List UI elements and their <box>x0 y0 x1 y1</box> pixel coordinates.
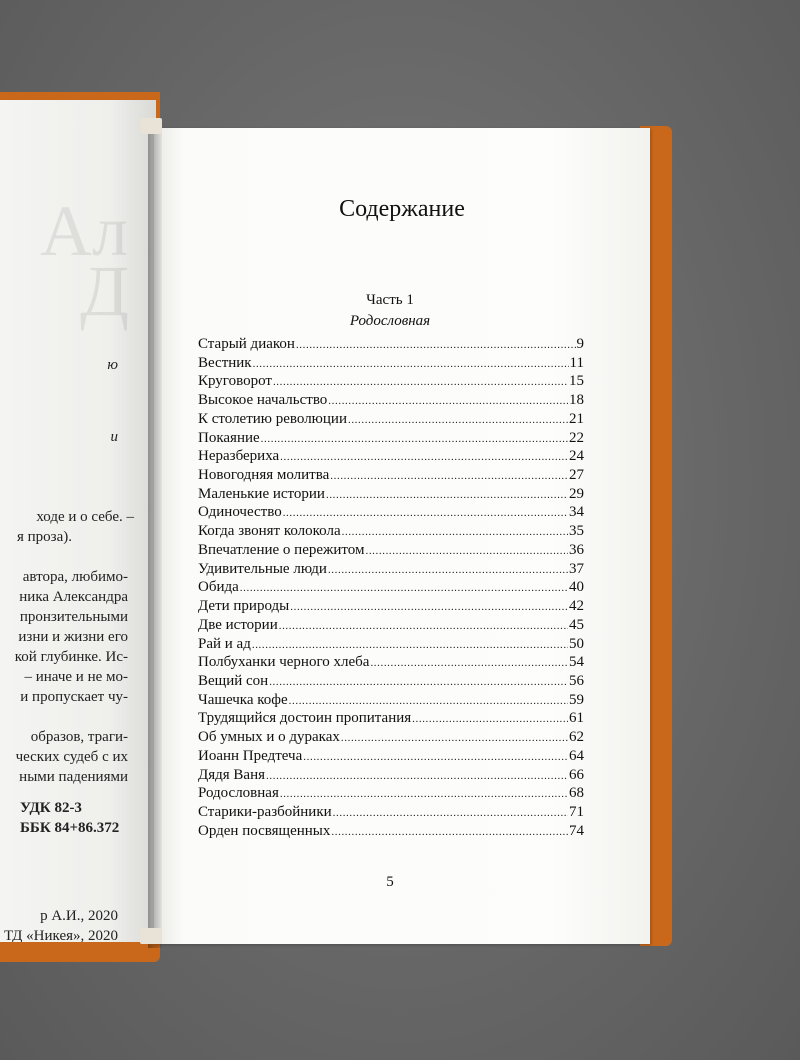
toc-dot-leader <box>370 657 568 669</box>
toc-dot-leader <box>348 414 568 426</box>
toc-entry-page: 68 <box>569 785 584 802</box>
left-page-line: ника Александра <box>19 589 128 605</box>
copyright-line: р А.И., 2020 <box>40 908 118 924</box>
toc-dot-leader <box>283 507 568 519</box>
toc-entry <box>198 430 584 449</box>
toc-entry-page: 9 <box>576 336 584 352</box>
toc-entry-page: 64 <box>569 747 584 764</box>
left-page <box>0 100 156 942</box>
toc-entry <box>198 448 584 467</box>
toc-entry <box>198 598 584 617</box>
toc-dot-leader <box>253 358 569 370</box>
toc-entry-page: 22 <box>569 429 584 446</box>
toc-dot-leader <box>266 770 568 782</box>
book-spine-shadow <box>148 118 162 948</box>
toc-entry-page: 15 <box>569 373 584 390</box>
toc-entry-title: Высокое начальство <box>198 392 328 409</box>
left-page-line: изни и жизни его <box>18 629 128 645</box>
toc-entry-title: Покаяние <box>198 429 260 446</box>
toc-entry <box>198 579 584 598</box>
toc-entry-page: 74 <box>569 822 584 839</box>
toc-entry-title: Дядя Ваня <box>198 766 266 783</box>
toc-dot-leader <box>341 732 568 744</box>
left-page-line: и пропускает чу- <box>20 689 128 705</box>
toc-entry-title: Удивительные люди <box>198 560 327 577</box>
toc-entry-page: 59 <box>569 691 584 708</box>
left-page-line: ными падениями <box>19 769 128 785</box>
toc-entry-title: Иоанн Предтеча <box>198 747 303 764</box>
toc-entry-page: 40 <box>569 579 584 596</box>
toc-entry <box>198 692 584 711</box>
toc-entry-title: Родословная <box>198 785 279 802</box>
toc-entry-title: Старики-разбойники <box>198 803 332 820</box>
toc-entry-title: Обида <box>198 579 239 596</box>
toc-dot-leader <box>269 676 568 688</box>
toc-entry <box>198 785 584 804</box>
toc-entry <box>198 636 584 655</box>
copyright-line: ТД «Никея», 2020 <box>3 928 118 942</box>
toc-entry <box>198 411 584 430</box>
toc-dot-leader <box>289 695 568 707</box>
toc-entry <box>198 504 584 523</box>
left-page-line: ходе и о себе. – <box>36 509 134 525</box>
toc-entry-title: Вещий сон <box>198 672 269 689</box>
toc-dot-leader <box>296 339 576 351</box>
toc-entry <box>198 373 584 392</box>
toc-entry-page: 37 <box>569 560 584 577</box>
toc-entry <box>198 523 584 542</box>
toc-entry <box>198 467 584 486</box>
toc-entry <box>198 561 584 580</box>
toc-entry <box>198 673 584 692</box>
toc-entry-page: 11 <box>569 354 584 371</box>
toc-entry-title: Дети природы <box>198 598 290 615</box>
toc-entry-page: 21 <box>569 410 584 427</box>
toc-dot-leader <box>412 713 568 725</box>
toc-entry-page: 24 <box>569 448 584 465</box>
toc-dot-leader <box>280 451 568 463</box>
toc-entry-page: 35 <box>569 523 584 540</box>
headband-top <box>140 118 162 134</box>
toc-entry <box>198 748 584 767</box>
toc-entry-title: Старый диакон <box>198 336 295 352</box>
left-page-line: ческих судеб с их <box>15 749 128 765</box>
toc-dot-leader <box>330 470 568 482</box>
toc-entry-title: Рай и ад <box>198 635 251 652</box>
toc-dot-leader <box>290 601 568 613</box>
bbk-code: ББК 84+86.372 <box>20 820 120 836</box>
toc-dot-leader <box>365 545 568 557</box>
toc-entry-title: Когда звонят колокола <box>198 523 341 540</box>
toc-entry-title: Впечатление о пережитом <box>198 541 365 558</box>
left-page-line: образов, траги- <box>30 729 128 745</box>
toc-entry-title: Трудящийся достоин пропитания <box>198 710 412 727</box>
toc-dot-leader <box>261 433 568 445</box>
part-heading: Часть 1 <box>366 292 414 308</box>
toc-entry-title: Одиночество <box>198 504 282 521</box>
toc-entry <box>198 336 584 355</box>
toc-entry-title: Новогодняя молитва <box>198 467 330 484</box>
toc-entry-page: 36 <box>569 541 584 558</box>
show-through-letters-2: Д <box>80 251 130 331</box>
toc-entry <box>198 729 584 748</box>
toc-entry-title: Орден посвященных <box>198 822 331 839</box>
toc-entry-title: Маленькие истории <box>198 485 325 502</box>
headband-bottom <box>140 928 162 944</box>
toc-entry-title: Две истории <box>198 616 278 633</box>
part-subtitle: Родословная <box>349 313 431 329</box>
toc-entry-page: 34 <box>569 504 584 521</box>
toc-entry-page: 56 <box>569 672 584 689</box>
toc-dot-leader <box>326 489 568 501</box>
left-page-line: и <box>110 429 118 445</box>
toc-dot-leader <box>303 751 568 763</box>
left-page-line: я проза). <box>16 529 72 545</box>
toc-entry-page: 50 <box>569 635 584 652</box>
toc-dot-leader <box>328 395 568 407</box>
toc-entry-page: 62 <box>569 729 584 746</box>
table-of-contents <box>198 336 584 841</box>
toc-entry-page: 45 <box>569 616 584 633</box>
toc-entry-title: Полбуханки черного хлеба <box>198 654 370 671</box>
toc-entry-page: 54 <box>569 654 584 671</box>
toc-dot-leader <box>240 582 568 594</box>
toc-dot-leader <box>331 826 568 838</box>
toc-entry-title: К столетию революции <box>198 410 347 427</box>
toc-dot-leader <box>273 376 568 388</box>
left-page-line: – иначе и не мо- <box>24 669 128 685</box>
udk-code: УДК 82-3 <box>20 800 82 816</box>
toc-title: Содержание <box>339 196 465 222</box>
toc-entry <box>198 392 584 411</box>
toc-entry-title: Круговорот <box>198 373 272 390</box>
toc-entry <box>198 654 584 673</box>
toc-entry-page: 27 <box>569 467 584 484</box>
toc-entry <box>198 710 584 729</box>
toc-entry-page: 29 <box>569 485 584 502</box>
toc-entry-title: Чашечка кофе <box>198 691 288 708</box>
page-number: 5 <box>386 874 394 890</box>
left-page-line: ю <box>107 357 118 373</box>
toc-dot-leader <box>342 526 568 538</box>
toc-dot-leader <box>252 639 568 651</box>
toc-entry <box>198 617 584 636</box>
toc-entry <box>198 542 584 561</box>
toc-entry-page: 66 <box>569 766 584 783</box>
left-page-line: автора, любимо- <box>22 569 128 585</box>
toc-dot-leader <box>280 788 568 800</box>
toc-entry-page: 61 <box>569 710 584 727</box>
show-through-letters: Ал <box>40 191 128 271</box>
toc-entry-page: 42 <box>569 598 584 615</box>
toc-dot-leader <box>279 620 568 632</box>
toc-entry <box>198 804 584 823</box>
toc-entry-title: Вестник <box>198 354 252 371</box>
left-page-line: пронзительными <box>19 609 128 625</box>
toc-entry-page: 18 <box>569 392 584 409</box>
toc-dot-leader <box>333 807 568 819</box>
toc-entry-title: Неразбериха <box>198 448 280 465</box>
toc-entry <box>198 767 584 786</box>
toc-entry-page: 71 <box>569 803 584 820</box>
left-page-line: кой глубинке. Ис- <box>14 649 128 665</box>
toc-entry <box>198 486 584 505</box>
toc-dot-leader <box>328 564 568 576</box>
toc-entry <box>198 355 584 374</box>
toc-entry-title: Об умных и о дураках <box>198 729 340 746</box>
toc-entry <box>198 823 584 842</box>
